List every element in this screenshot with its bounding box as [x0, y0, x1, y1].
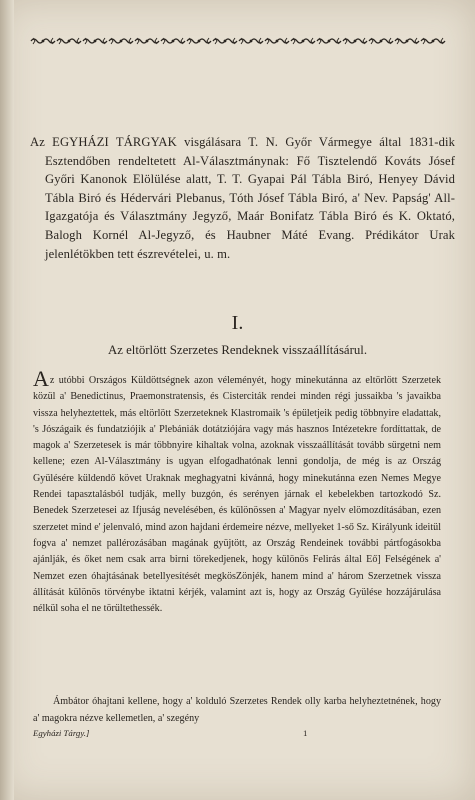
book-spine-shadow: [0, 0, 14, 800]
paragraph-1-text: z utóbbi Országos Küldöttségnek azon véleményét, hogy minekutánna az eltörlött Szerzetek közül a' Benedictinus, Praemonstratensis, és Cisterciták rendei minden régi jussaikba 's javaikba vissza helyheztettek, más eltörlött Szerzeteknek Klastromaik 's épületjeik pedig többnyire eladattak, 's Jószágaik és fundatziójik a' Plebániák dotátziójára vagy más hasznos Intézetekre fordíttattak, de magok a' Szerzetesek is már többnyire kihaltak volna, azoknak visszaállítását tovább sürgetni nem kellene; ezen Al-Választmány is ugyan elfogadhatónak lenni gondolja, de még is az Ország Gyülésére küldendő követ Uraknak meghagyatni kivánná, hogy minekutánna ezen Nemes Megye Rendei tapasztalásból tudják, melly buzgón, és serényen járnak el kebelekben tartozkodó Sz. Benedek Szerzetesei az Ifjuság nevelésében, és különössen a' Magyar nyelv elömozdításában, ezen szerzetet mind e' jelenvaló, mind azon hajdani érdemeire nézve, mellyeket 1-ső Sz. Királyunk ideitül fogva a' nemzet pallérozásában magának gyüjtött, az Ország Rendeinek további pártfogásokba ajánlják, és őket nem csak arra birni törekedjenek, hogy különös Felirás által Eő] Felségének a' Nemzet ezen óhajtásának betellyesítését megkösZönjék, hanem mind a' három Szerzetnek vissza állítását különös törvénybe iktatni kérjék, valamint azt is, hogy az Ország Gyülése hozzájárulása nélkül soha el ne törültethessék.: [33, 375, 441, 615]
decorative-border: [30, 36, 446, 46]
section-title: Az eltörlött Szerzetes Rendeknek visszaállításárul.: [107, 343, 368, 357]
signature-mark: Egyházi Tárgy.]: [33, 728, 90, 738]
heading-text: Az EGYHÁZI TÁRGYAK visgálásara T. N. Győr Vármegye által 1831-dik Esztendőben rendeltetett Al-Választmánynak: Fő Tisztelendő Kováts Jósef Győri Kanonok Elölülése alatt, T. T. Gyapai Pál Tábla Biró, Henyey Dávid Tábla Biró és Hédervári Plebanus, Tóth Jósef Tábla Biró, a' Nev. Papság' All-Igazgatója és Választmány Jegyző, Maár Bonifatz Tábla Biró és K. Oktató, Balogh Kornél Al-Jegyző, és Haubner Máté Evang. Prédikátor Urak jelenlétökben tett észrevételei, u. m.: [30, 135, 455, 261]
page-number: 1: [303, 728, 308, 738]
page-footer: [33, 728, 441, 742]
drop-cap: A: [33, 366, 49, 391]
body-paragraph-2: Ámbátor óhajtani kellene, hogy a' kolduló Szerzetes Rendek olly karba helyheztetnének, hogy a' magokra nézve kellemetlen, a' szegény: [33, 696, 441, 724]
body-paragraph-1: [33, 366, 441, 617]
heading-paragraph: [30, 133, 455, 263]
section-number: I.: [231, 312, 244, 334]
